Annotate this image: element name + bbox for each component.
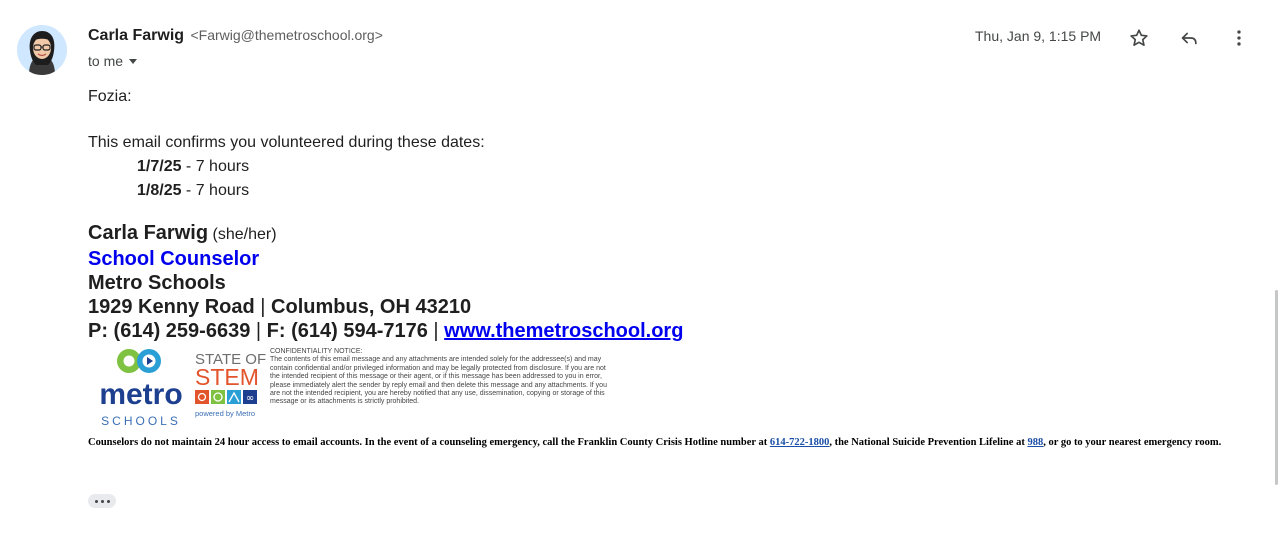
to-label: to me — [88, 53, 124, 69]
state-of-text: STATE OF — [195, 351, 267, 368]
website-link[interactable]: www.themetroschool.org — [444, 320, 684, 342]
signature-title: School Counselor — [88, 248, 260, 270]
email-date: Thu, Jan 9, 1:15 PM — [975, 28, 1102, 44]
hotline-link[interactable]: 614-722-1800 — [769, 437, 830, 448]
volunteer-hours: - 7 hours — [181, 182, 250, 199]
confirmation-text: This email confirms you volunteered during these dates: — [88, 134, 485, 151]
signature-pronouns: (she/her) — [208, 226, 277, 243]
sender-avatar[interactable] — [17, 25, 67, 75]
disclaimer-text: , the National Suicide Prevention Lifeline at — [829, 437, 1028, 448]
lifeline-link[interactable]: 988 — [1027, 437, 1044, 448]
disclaimer-text: , or go to your nearest emergency room. — [1043, 437, 1222, 448]
signature-address — [88, 295, 1258, 319]
reply-button[interactable] — [1175, 24, 1203, 52]
more-vert-icon — [1228, 27, 1250, 49]
more-options-button[interactable] — [1225, 24, 1253, 52]
scrollbar[interactable] — [1275, 290, 1278, 485]
sender-line — [88, 27, 383, 45]
dot-icon — [95, 500, 98, 503]
disclaimer-text: Counselors do not maintain 24 hour access to email accounts. In the event of a counseling emergency, call the Franklin County Crisis Hotline number at — [88, 437, 770, 448]
volunteer-date: 1/8/25 — [137, 182, 182, 199]
volunteer-date: 1/7/25 — [137, 158, 182, 175]
star-button[interactable] — [1125, 24, 1153, 52]
stem-icons — [195, 390, 257, 404]
show-trimmed-content-button[interactable] — [88, 494, 116, 508]
volunteer-date-item — [137, 181, 1258, 201]
powered-by-text: powered by Metro — [195, 409, 256, 418]
counselor-disclaimer — [88, 433, 1258, 452]
reply-icon — [1178, 27, 1200, 49]
contact-separator: | — [427, 320, 445, 342]
signature-org: Metro Schools — [88, 272, 226, 294]
confidentiality-notice — [270, 348, 615, 407]
schools-wordmark: SCHOOLS — [101, 414, 181, 427]
svg-text:∞: ∞ — [245, 393, 255, 404]
signature-logos — [88, 345, 1258, 427]
dot-icon — [107, 500, 110, 503]
star-icon — [1128, 27, 1150, 49]
address-separator: | — [254, 296, 272, 318]
address-city: Columbus, OH 43210 — [271, 296, 472, 318]
chevron-down-icon — [129, 59, 137, 64]
volunteer-hours: - 7 hours — [181, 158, 250, 175]
email-signature — [88, 221, 1258, 343]
avatar-image — [17, 25, 67, 75]
sender-name[interactable]: Carla Farwig — [88, 27, 185, 44]
signature-contact — [88, 319, 1258, 343]
sender-email: <Farwig@themetroschool.org> — [190, 27, 383, 43]
notice-text: The contents of this email message and any attachments are intended solely for the addressee(s) and may contain confidential and/or privileged information and may be legally protected from disclosure. If you are not the intended recipient of this message or their agent, or if this message has been addressed to you in error, please immediately alert the sender by reply email and then delete this message and any attachments. If you are not the intended recipient, you are hereby notified that any use, dissemination, copying or storage of this message or its attachments is strictly prohibited. — [270, 356, 607, 406]
recipient-details-toggle[interactable] — [88, 53, 137, 69]
signature-name: Carla Farwig — [88, 222, 209, 244]
dot-icon — [101, 500, 104, 503]
signature-fax: F: (614) 594-7176 — [266, 320, 428, 342]
stem-text: STEM — [195, 364, 259, 390]
greeting: Fozia: — [88, 88, 132, 105]
signature-name-line — [88, 221, 1258, 247]
metro-wordmark: metro — [99, 378, 183, 411]
state-of-stem-logo[interactable] — [193, 350, 273, 422]
contact-separator: | — [250, 320, 267, 342]
metro-schools-logo[interactable] — [91, 345, 191, 427]
email-body — [88, 87, 1258, 452]
signature-phone: P: (614) 259-6639 — [88, 320, 251, 342]
volunteer-date-item — [137, 157, 1258, 177]
notice-title: CONFIDENTIALITY NOTICE: — [270, 348, 363, 355]
address-street: 1929 Kenny Road — [88, 296, 255, 318]
metro-infinity-icon — [117, 349, 161, 373]
